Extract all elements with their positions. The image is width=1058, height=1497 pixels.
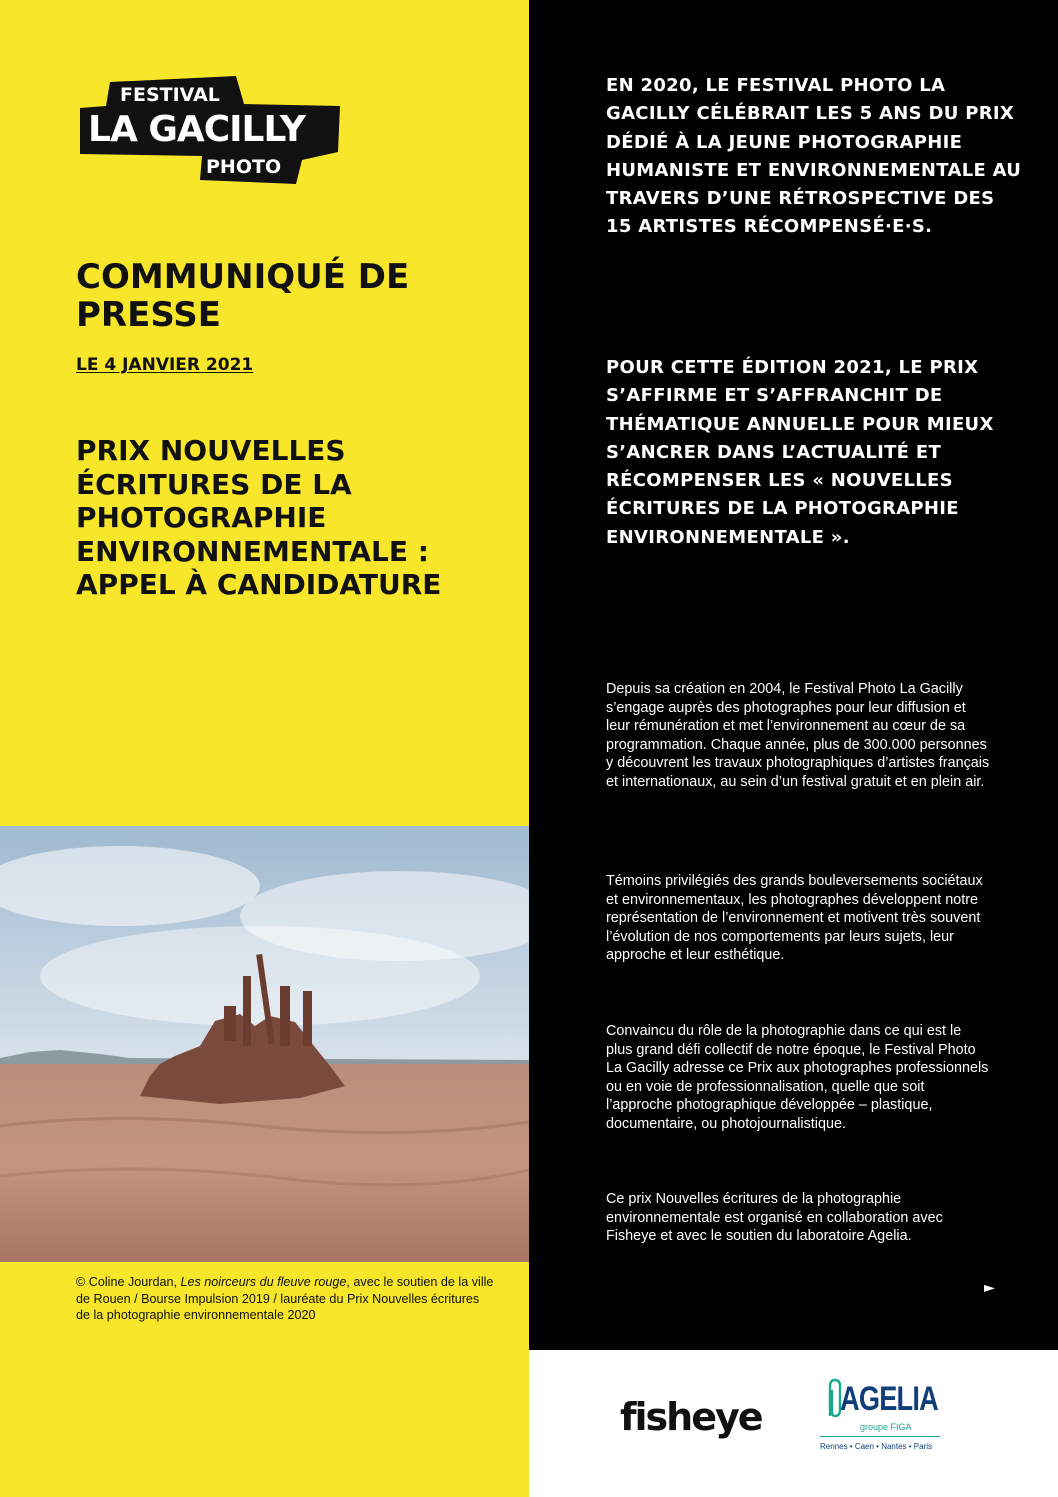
festival-logo xyxy=(76,76,346,186)
body-paragraph-2: Témoins privilégiés des grands bouleversements sociétaux et environnementaux, les photographes développent notre représentation de l’environnement et motivent très souvent l’évolution de nos comportements par leurs sujets, leur approche et leur esthétique. xyxy=(606,873,983,964)
logo-line-la-gacilly: LA GACILLY xyxy=(88,109,305,150)
logo-line-photo: PHOTO xyxy=(206,156,282,178)
caption-work-title: Les noirceurs du fleuve rouge xyxy=(180,1275,347,1289)
logo-line-festival: FESTIVAL xyxy=(120,84,220,106)
body-paragraph-3: Convaincu du rôle de la photographie dans ce qui est le plus grand défi collectif de notre époque, le Festival Photo La Gacilly adresse ce Prix aux photographes professionnels ou en voie de professionnalisation, quelle que soit l’approche photographique développée – plastique, documentaire, ou photojournalistique. xyxy=(606,1023,989,1132)
partners-footer xyxy=(529,1350,1058,1497)
landscape-photo xyxy=(0,826,529,1262)
prize-title: PRIX NOUVELLES ÉCRITURES DE LA PHOTOGRAPHIE ENVIRONNEMENTALE : APPEL À CANDIDATURE xyxy=(76,434,442,602)
body-paragraph-1: Depuis sa création en 2004, le Festival Photo La Gacilly s’engage auprès des photographes pour leur diffusion et leur rémunération et met l’environnement au cœur de sa programmation. Chaque année, plus de 300.000 personnes y découvrent les travaux photographiques d’artistes français et internationaux, au sein d’un festival gratuit et en plein air. xyxy=(606,681,990,790)
agelia-logo xyxy=(820,1372,940,1472)
agelia-cities: Rennes • Caen • Nantes • Paris xyxy=(820,1442,933,1451)
agelia-name: AGELIA xyxy=(840,1380,938,1418)
caption-prefix: © Coline Jourdan, xyxy=(76,1275,181,1289)
photo-caption xyxy=(76,1274,496,1324)
lead-paragraph-1: EN 2020, LE FESTIVAL PHOTO LA GACILLY CÉLÉBRAIT LES 5 ANS DU PRIX DÉDIÉ À LA JEUNE PHOTOGRAPHIE HUMANISTE ET ENVIRONNEMENTALE AU TRAVERS D’UNE RÉTROSPECTIVE DES 15 ARTISTES RÉCOMPENSÉ·E·S. xyxy=(606,75,1022,238)
next-page-arrow-icon[interactable]: ► xyxy=(984,1280,995,1296)
agelia-group: groupe FIGA xyxy=(860,1422,912,1432)
press-release-title: COMMUNIQUÉ DE PRESSE xyxy=(76,257,410,336)
press-release-date: LE 4 JANVIER 2021 xyxy=(76,355,254,375)
body-paragraph-4: Ce prix Nouvelles écritures de la photographie environnementale est organisé en collaboration avec Fisheye et avec le soutien du laboratoire Agelia. xyxy=(606,1191,943,1245)
fisheye-logo: fisheye xyxy=(620,1395,762,1439)
agelia-divider xyxy=(820,1436,940,1437)
caption-suffix: , avec le soutien de la ville de Rouen / Bourse Impulsion 2019 / lauréate du Prix Nouvelles écritures de la photographie environnementale 2020 xyxy=(76,1275,494,1322)
lead-paragraph-2: POUR CETTE ÉDITION 2021, LE PRIX S’AFFIRME ET S’AFFRANCHIT DE THÉMATIQUE ANNUELLE POUR MIEUX S’ANCRER DANS L’ACTUALITÉ ET RÉCOMPENSER LES « NOUVELLES ÉCRITURES DE LA PHOTOGRAPHIE ENVIRONNEMENTALE ». xyxy=(606,357,994,548)
